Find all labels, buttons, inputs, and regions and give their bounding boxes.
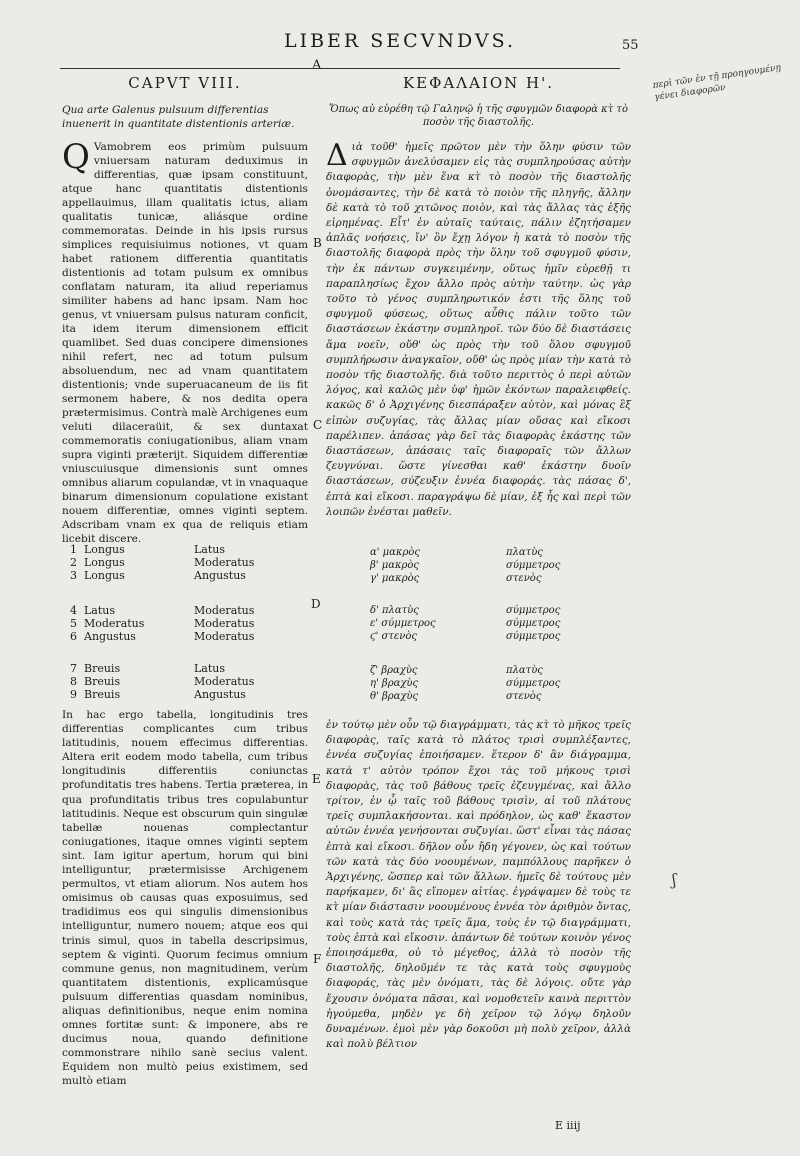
latin-table-group-3	[70, 662, 254, 701]
greek-table-group-3	[370, 664, 560, 703]
greek-paragraph-2: ἐν τούτῳ μὲν οὖν τῷ διαγράμματι, τὰς κτ̀ τὸ μῆκος τρεῖς διαφορὰς, ταῖς κατὰ τὸ πλάτος τρισὶ συμπλέξαντες, ἐννέα συζυγίας ἐποιήσαμεν. ἕτερον δ' ἂν διάγραμμα, κατὰ τ' αὐτὸν τρόπον ἔχοι τὰς τοῦ μήκους τρισὶ διαφορὰς, τὰς τοῦ βάθους τρεῖς ἐζευγμένας, καὶ ἄλλο τρίτον, ἐν ᾧ ταῖς τοῦ βάθους τρισὶν, αἱ τοῦ πλάτους τρεῖς συμπλακήσονται. καὶ πρόδηλον, ὡς καθ' ἕκαστον αὐτῶν ἐννέα γενήσονται συζυγίαι. ὥστ' εἶναι τὰς πάσας ἑπτὰ καὶ εἴκοσι. δῆλον οὖν ἤδη γέγονεν, ὡς καὶ τούτων τῶν κατὰ τὰς δύο νοουμένων, παμπόλλους παρῆκεν ὁ Ἀρχιγένης, ὥσπερ καὶ τῶν ἄλλων. ἡμεῖς δὲ τούτους μὲν παρήκαμεν, δι' ἃς εἴπομεν αἰτίας. ἐγράψαμεν δὲ τοὺς τε κτ̀ μίαν διάστασιν νοουμένους ἐννέα τὸν ἀριθμὸν ὄντας, καὶ τοὺς κατὰ τὰς τρεῖς ἅμα, τοὺς ἐν τῷ διαγράμματι, τοὺς ἑπτὰ καὶ εἴκοσιν. ἁπάντων δὲ τούτων κοινὸν γένος ἐποιησάμεθα, οὐ τὸ μέγεθος, ἀλλὰ τὸ ποσὸν τῆς διαστολῆς, δηλοῦμέν τε τὰς κατὰ τοὺς σφυγμοὺς διαφοράς, τὰς μὲν ὀνόματι, τὰς δὲ λόγοις. οὔτε γὰρ ἔχουσιν ὀνόματα πᾶσαι, καὶ νομοθετεῖν καινὰ περιττὸν ἡγούμεθα, μηδὲν γε δὴ χεῖρον τῷ λόγῳ δηλοῦν δυναμένων. ἐμοὶ μὲν γὰρ δοκοῦσι μὴ πολὺ χεῖρον, ἀλλὰ καὶ πολὺ βέλτιον	[326, 719, 631, 1051]
margin-letter-b: B	[313, 236, 322, 250]
margin-letter-f: F	[313, 952, 322, 966]
table-row: 7 Breuis Latus	[70, 662, 226, 675]
latin-chapter-subtitle: Qua arte Galenus pulsuum differentias inuenerit in quantitate distentionis arteriæ.	[62, 104, 295, 130]
table-row: 6 Angustus Moderatus	[70, 630, 255, 643]
greek-paragraph-1	[326, 140, 631, 520]
header-rule	[60, 68, 620, 69]
latin-table-group-2	[70, 604, 254, 643]
latin-paragraph-1-text: Vamobrem eos primùm pulsuum vniuersam naturam deduximus in differentias, quæ ipsam constituunt, atque hanc quantitatis distentionis appellauimus, illam qualitatis ictus, aliam qualitatis tunicæ, aliásque ordine commemoratas. Deinde in his ipsis rursus simplices requisiuimus notiones, vt quam habet rationem differentia quantitatis distentionis ad totam pulsum ex omnibus conflatam naturam, ita aliud reperiamus similiter habens ad hanc ipsam. Nam hoc genus, vt vniuersam pulsus naturam conficit, ita idem iterum dimensionem efficit quamlibet. Sed duas concipere dimensiones nihil refert, nec ad totum pulsum absoluendum, nec ad vnam quantitatem distentionis; vnde superuacaneum de iis fit sermonem habere, & nos dedita opera prætermisimus. Contrà malè Archigenes eum veluti dilaceraüit, & sex duntaxat commemoratis coniugationibus, aliam vnam supra viginti præterijt. Siquidem differentiæ vniuscuiusque dimensionis sunt omnes omnibus aliarum copulandæ, vt in vnaquaque binarum dimensionum copulatione existant nouem differentiæ, omnes viginti septem. Adscribam vnam ex qua de reliquis etiam licebit discere.	[62, 141, 308, 545]
latin-chapter-heading: CAPVT VIII.	[128, 74, 242, 92]
table-row: 1 Longus Latus	[70, 543, 226, 556]
table-row: 9 Breuis Angustus	[70, 688, 246, 701]
greek-paragraph-1-text: ιὰ τοῦθ' ἡμεῖς πρῶτον μὲν τὴν ὅλην φύσιν τῶν σφυγμῶν ἀνελύσαμεν εἰς τὰς συμπληρούσας αὐτὴν διαφορὰς, τὴν μὲν ἕνα κτ̀ τὸ ποσὸν τῆς διαστολῆς ὀνομάσαντες, τὴν δὲ κατὰ τὸ ποιὸν τῆς πληγῆς, ἄλλην δὲ κατὰ τὸ τοῦ χιτῶνος ποιὸν, καὶ τὰς ἄλλας τὰς ἑξῆς εἰρημένας. Εἶτ' ἐν αὐταῖς ταύταις, πάλιν ἐζητήσαμεν ἁπλᾶς νοήσεις, ἵν' ὃν ἔχῃ λόγον ἡ κατὰ τὸ ποσὸν τῆς διαστολῆς διαφορὰ πρὸς τὴν ὅλην τοῦ σφυγμοῦ φύσιν, τὴν ἐκ πάντων συγκειμένην, οὕτως ἡμῖν εὑρεθῇ τι παραπλησίως ἔχον ἄλλο πρὸς αὐτὴν ταύτην. ὡς γὰρ τοῦτο τὸ γένος συμπληρωτικόν ἐστι τῆς ὅλης τοῦ σφυγμοῦ φύσεως, οὕτως αὖθις πάλιν τοῦτο τῶν διαστάσεων ἑκάστην συμπληροῖ. τῶν δύο δὲ διαστάσεις ἅμα νοεῖν, οὔθ' ὡς πρὸς τὴν τοῦ ὅλου σφυγμοῦ συμπλήρωσιν ἀναγκαῖον, οὔθ' ὡς πρὸς μίαν τὴν κατὰ τὸ ποσὸν τῆς διαστολῆς. διὰ τοῦτο περιττὸς ὁ περὶ αὐτῶν λόγος, καὶ καλῶς μὲν ὑφ' ἡμῶν ἑκόντων παραλειφθείς. κακῶς δ' ὁ Ἀρχιγένης διεσπάραξεν αὐτὸν, καὶ μόνας ἓξ εἰπὼν συζυγίας, τὰς ἄλλας μίαν οὔσας καὶ εἴκοσι παρέλιπεν. ἁπάσας γὰρ δεῖ τὰς διαφορὰς ἑκάστης τῶν διαστάσεων, ἁπάσαις ταῖς διαφοραῖς τῶν ἄλλων ζευγνύναι. ὥστε γίνεσθαι καθ' ἑκάστην δυοῖν διαστάσεων, σύζευξιν ἐννέα διαφοράς. τὰς πάσας δ', ἑπτὰ καὶ εἴκοσι. παραγράψω δὲ μίαν, ἐξ ἧς καὶ περὶ τῶν λοιπῶν ἐνέσται μαθεῖν.	[326, 141, 631, 518]
table-row: 5 Moderatus Moderatus	[70, 617, 255, 630]
table-row: 2 Longus Moderatus	[70, 556, 255, 569]
table-row: β' μακρὸς σύμμετρος	[370, 560, 561, 571]
table-row: ϛ' στενὸς σύμμετρος	[370, 631, 561, 642]
page-number: 55	[622, 38, 639, 53]
latin-drop-cap: Q	[62, 137, 90, 177]
margin-letter-d: D	[311, 597, 321, 611]
latin-paragraph-2: In hac ergo tabella, longitudinis tres differentias complicantes cum tribus latitudinis, nouem effecimus differentias. Altera erit eodem modo tabella, cum tribus longitudinis differentiis coniunctas profunditatis tres habens. Tertia præterea, in qua profunditatis tribus tres copulabuntur latitudinis. Neque est obscurum quin singulæ tabellæ nouenas complectantur coniugationes, itaque omnes viginti septem sint. Iam igitur apertum, horum qui bini intelliguntur, prætermisisse Archigenem permultos, vt etiam aliorum. Nos autem hos omisimus ob causas quas exposuimus, sed tradidimus eos qui singulis dimensionibus intelliguntur, numero nouem; atque eos qui trinis simul, quos in tabella descripsimus, septem & viginti. Quorum fecimus omnium commune genus, non magnitudinem, verùm quantitatem distentionis, explicamúsque pulsuum differentias quasdam nominibus, aliquas definitionibus, neque enim nomina omnes fortitæ sunt: & imponere, abs re ducimus noua, quando definitione commonstrare nihilo sanè secius valent. Equidem non multò peius existimem, sed multò etiam	[62, 709, 308, 1088]
table-row: ζ' βραχὺς πλατὺς	[370, 665, 543, 676]
table-row: θ' βραχὺς στενὸς	[370, 691, 542, 702]
signature-letter: A	[312, 58, 322, 73]
running-title: LIBER SECVNDVS.	[283, 30, 517, 52]
latin-table-group-1	[70, 543, 254, 582]
table-row: η' βραχὺς σύμμετρος	[370, 678, 561, 689]
table-row: 4 Latus Moderatus	[70, 604, 255, 617]
margin-pen-mark: ʃ	[672, 870, 677, 889]
margin-letter-e: E	[312, 772, 321, 786]
table-row: 8 Breuis Moderatus	[70, 675, 255, 688]
greek-drop-cap: Δ	[326, 138, 348, 173]
handwritten-margin-note: περὶ τῶν ἐν τῇ προηγουμένῃ γένει διαφορῶν	[652, 62, 782, 103]
greek-table-group-1	[370, 546, 560, 585]
latin-paragraph-1	[62, 137, 308, 546]
table-row: δ' πλατὺς σύμμετρος	[370, 605, 561, 616]
table-row: γ' μακρὸς στενὸς	[370, 573, 542, 584]
greek-table-group-2	[370, 604, 560, 643]
table-row: 3 Longus Angustus	[70, 569, 246, 582]
footer-signature: E iiij	[555, 1119, 581, 1132]
margin-letter-c: C	[313, 418, 323, 432]
table-row: α' μακρὸς πλατὺς	[370, 547, 543, 558]
greek-chapter-subtitle: Ὅπως αὐ εὑρέθη τῷ Γαληνῷ ἡ τῆς σφυγμῶν διαφορὰ κτ̀ τὸ ποσὸν τῆς διαστολῆς.	[329, 104, 628, 128]
table-row: ε' σύμμετρος σύμμετρος	[370, 618, 561, 629]
greek-chapter-heading: ΚΕΦΑΛΑΙΟΝ Η'.	[402, 74, 555, 92]
